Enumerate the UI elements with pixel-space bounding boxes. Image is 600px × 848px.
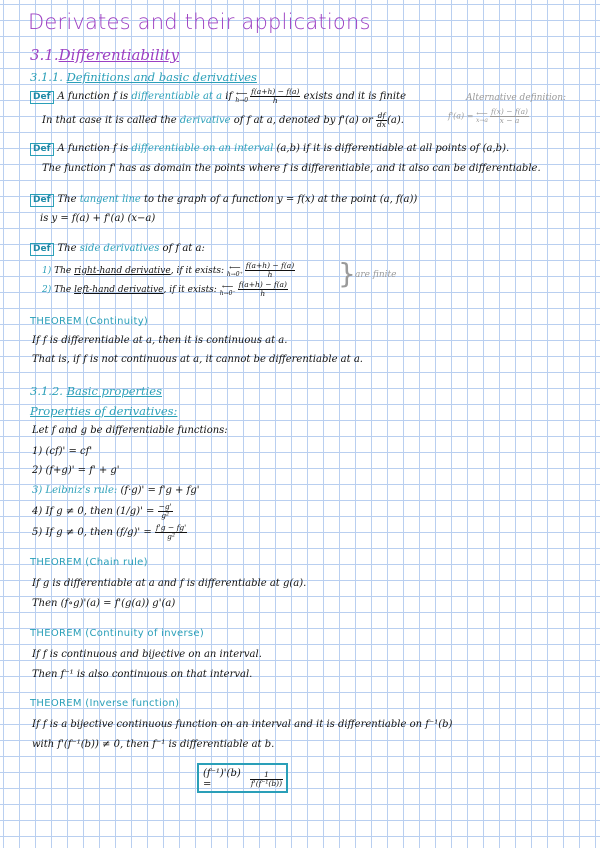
p4-text: 4) If g ≠ 0, then bbox=[32, 506, 117, 517]
def2-text-b: (a,b) if it is differentiable at all points of (a,b). bbox=[273, 143, 510, 154]
properties-intro: Let f and g be differentiable functions: bbox=[32, 425, 228, 436]
def2-text: A function f is bbox=[57, 143, 132, 154]
theorem-inverse-function-line1: If f is a bijective continuous function on an interval and it is differentiable on f⁻¹(b) bbox=[32, 719, 453, 730]
frac-num: f(a+h) − f(a) bbox=[245, 261, 295, 270]
subsection-number: 3.1.2. bbox=[30, 384, 63, 398]
lim-arrow: ⟵ bbox=[221, 281, 234, 291]
lim-sub: h→0⁺ bbox=[226, 270, 243, 278]
item-term: right-hand derivative bbox=[74, 266, 171, 276]
ddx-den: dx bbox=[376, 120, 386, 129]
def-tag: Def bbox=[30, 143, 54, 156]
frac-den: h bbox=[260, 289, 266, 298]
limit-symbol bbox=[220, 283, 236, 297]
def1-l2-term: derivative bbox=[179, 115, 231, 126]
def1-text-c: if bbox=[222, 91, 236, 102]
def1-text-d: exists and it is finite bbox=[300, 91, 406, 102]
subsection-name: Basic properties bbox=[66, 384, 163, 398]
alt-lim-arrow: ⟵ bbox=[476, 108, 488, 118]
quotient bbox=[245, 262, 295, 279]
p5-text: 5) If g ≠ 0, then bbox=[32, 527, 117, 538]
item-num: 2) bbox=[42, 285, 52, 295]
def-tag: Def bbox=[30, 243, 54, 256]
brace: } bbox=[338, 257, 356, 290]
leibniz-formula: (f·g)' = f'g + fg' bbox=[117, 485, 200, 496]
property-1: 1) (cf)' = cf' bbox=[32, 446, 93, 457]
limit-symbol bbox=[227, 264, 243, 278]
def1-l2-text-b: of f at a, denoted by f'(a) or bbox=[230, 115, 376, 126]
def1-l2-text-c: (a). bbox=[386, 115, 404, 126]
item-term: left-hand derivative bbox=[74, 285, 164, 295]
finite-note: are finite bbox=[355, 270, 397, 280]
theorem-inverse-continuity-title: THEOREM (Continuity of inverse) bbox=[30, 628, 205, 639]
frac-den: g² bbox=[167, 532, 175, 541]
left-hand-derivative bbox=[42, 281, 288, 298]
page-title: Derivates and their applications bbox=[28, 10, 371, 34]
lim-arrow: ⟵ bbox=[229, 262, 241, 272]
def-tag: Def bbox=[30, 91, 54, 104]
theorem-chain-rule-line1: If g is differentiable at a and f is differentiable at g(a). bbox=[32, 578, 307, 589]
definition-derivative bbox=[42, 112, 404, 129]
frac-num: 1 bbox=[250, 771, 283, 780]
theorem-chain-rule-line2: Then (f∘g)'(a) = f'(g(a)) g'(a) bbox=[32, 598, 176, 609]
alt-lhs: f'(a) = bbox=[448, 111, 476, 121]
alt-limit bbox=[476, 110, 488, 124]
def4-text: The bbox=[57, 243, 80, 254]
item-text: The bbox=[51, 285, 75, 295]
def2-term: differentiable on an interval bbox=[131, 143, 274, 154]
inverse-derivative-formula-box bbox=[197, 763, 288, 793]
def4-text-b: of f at a: bbox=[159, 243, 205, 254]
theorem-continuity-line2: That is, if f is not continuous at a, it cannot be differentiable at a. bbox=[32, 354, 363, 365]
def4-term: side derivatives bbox=[79, 243, 160, 254]
def1-term: differentiable at a bbox=[131, 91, 223, 102]
alt-quotient bbox=[490, 108, 529, 125]
frac-num: f(a+h) − f(a) bbox=[238, 280, 287, 289]
box-quotient bbox=[250, 771, 283, 788]
definition-interval-note: The function f' has as domain the points where f is differentiable, and it also can be differentiable. bbox=[42, 163, 541, 174]
item-text-b: , if it exists: bbox=[170, 266, 227, 276]
theorem-chain-rule-title: THEOREM (Chain rule) bbox=[30, 557, 148, 568]
lim-sub: h→0⁻ bbox=[219, 289, 236, 297]
subsection-heading-2 bbox=[30, 384, 162, 398]
subsection-number: 3.1.1. bbox=[30, 70, 63, 84]
section-name: Differentiability bbox=[58, 46, 179, 64]
def3-term: tangent line bbox=[79, 194, 141, 205]
def1-l2-text: In that case it is called the bbox=[42, 115, 180, 126]
item-text: The bbox=[51, 266, 75, 276]
p4-quotient bbox=[158, 503, 173, 520]
section-number: 3.1. bbox=[30, 46, 59, 64]
alt-lim-sub: x→a bbox=[475, 116, 488, 124]
properties-heading: Properties of derivatives: bbox=[30, 404, 178, 418]
definition-tangent-line bbox=[30, 194, 417, 207]
section-heading bbox=[30, 46, 179, 64]
def3-text-b: to the graph of a function y = f(x) at the point (a, f(a)) bbox=[140, 194, 418, 205]
lim-arrow: ⟵ bbox=[235, 88, 248, 98]
property-3 bbox=[32, 485, 199, 496]
frac-den: g² bbox=[161, 511, 170, 520]
theorem-continuity-title: THEOREM (Continuity) bbox=[30, 316, 149, 327]
frac-num: f'g − fg' bbox=[155, 523, 187, 532]
theorem-inverse-continuity-line2: Then f⁻¹ is also continuous on that interval. bbox=[32, 669, 253, 680]
lim-sub: h→0 bbox=[235, 96, 249, 104]
def1-text: A function bbox=[57, 91, 113, 102]
right-hand-derivative bbox=[42, 262, 295, 279]
def1-text-b: is bbox=[116, 91, 132, 102]
quotient bbox=[238, 281, 288, 298]
definition-differentiable bbox=[30, 88, 406, 105]
leibniz-label: 3) Leibniz's rule: bbox=[32, 485, 118, 496]
frac-den: h bbox=[267, 270, 273, 279]
def1-f: f bbox=[112, 91, 117, 102]
property-2: 2) (f+g)' = f' + g' bbox=[32, 465, 120, 476]
p5-quotient bbox=[155, 524, 187, 541]
limit-symbol bbox=[235, 90, 248, 104]
item-num: 1) bbox=[42, 266, 52, 276]
alt-den: x − a bbox=[499, 116, 520, 125]
frac-den: h bbox=[272, 96, 278, 105]
item-text-b: , if it exists: bbox=[163, 285, 220, 295]
subsection-heading-1 bbox=[30, 70, 257, 84]
tangent-equation: is y = f(a) + f'(a) (x−a) bbox=[40, 213, 156, 224]
box-lhs: (f⁻¹)'(b) = bbox=[203, 768, 241, 790]
frac-den: f'(f⁻¹(b)) bbox=[250, 778, 282, 788]
ddx-num: df bbox=[377, 111, 386, 120]
theorem-inverse-function-title: THEOREM (Inverse function) bbox=[30, 698, 180, 709]
leibniz-notation bbox=[376, 112, 387, 129]
theorem-continuity-line1: If f is differentiable at a, then it is continuous at a. bbox=[32, 335, 288, 346]
def3-text: The bbox=[57, 194, 80, 205]
theorem-inverse-function-line2: with f'(f⁻¹(b)) ≠ 0, then f⁻¹ is differentiable at b. bbox=[32, 739, 275, 750]
property-4 bbox=[32, 503, 173, 520]
difference-quotient bbox=[250, 88, 300, 105]
frac-num: f(a+h) − f(a) bbox=[251, 87, 300, 96]
property-5 bbox=[32, 524, 187, 541]
theorem-inverse-continuity-line1: If f is continuous and bijective on an interval. bbox=[32, 649, 262, 660]
def-tag: Def bbox=[30, 194, 54, 207]
alternative-definition-label: Alternative definition: bbox=[466, 93, 567, 103]
p5-lhs: (f/g)' = bbox=[116, 527, 155, 538]
alternative-definition-formula bbox=[448, 108, 529, 125]
definition-interval bbox=[30, 143, 509, 156]
frac-num: −g' bbox=[158, 502, 172, 511]
subsection-name: Definitions and basic derivatives bbox=[66, 70, 257, 84]
alt-num: f(x) − f(a) bbox=[490, 107, 528, 116]
definition-side-derivatives bbox=[30, 243, 205, 256]
p4-lhs: (1/g)' = bbox=[116, 506, 158, 517]
